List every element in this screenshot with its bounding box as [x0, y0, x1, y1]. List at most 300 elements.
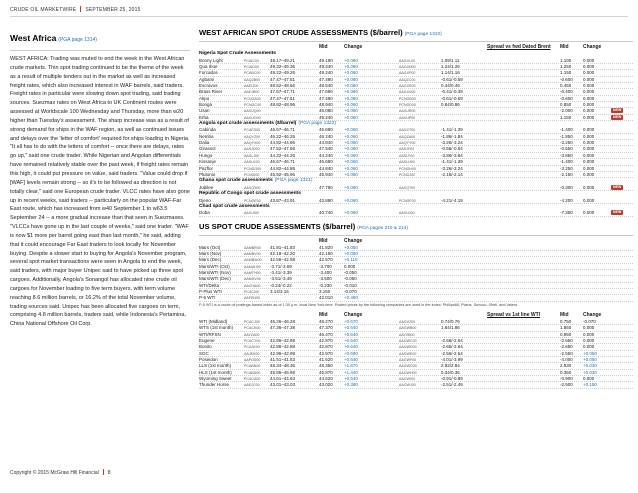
- cell-mid: 42.870: [319, 337, 333, 343]
- cell-chg: +0.110: [344, 257, 358, 263]
- cell-smid: 1.100: [560, 57, 572, 63]
- cell-name: SGC: [199, 350, 209, 356]
- cell-code2: AAXUP00: [399, 115, 416, 120]
- cell-code: AAYZA00: [244, 332, 260, 337]
- cell-code2: AAXQT00: [399, 185, 416, 190]
- cell-code: AAQYZ00: [244, 134, 261, 139]
- cell-schg: 0.000: [583, 337, 595, 343]
- us-rows-1: [199, 245, 633, 302]
- article-pga-link[interactable]: (PGA page 1314): [58, 37, 97, 43]
- new-badge: NEW: [613, 184, 622, 189]
- header-rule: [10, 16, 628, 17]
- cell-smid: -1.400: [560, 159, 573, 165]
- chad-group-label: Chad spot crude assessments: [199, 203, 270, 209]
- cell-name: Pazflor: [199, 165, 214, 171]
- cell-code: AAJEK00: [244, 351, 260, 356]
- cell-code: AAPDD00: [244, 357, 261, 362]
- cell-code2: AASLF00: [399, 153, 415, 158]
- cell-mid: 49.240: [319, 114, 333, 120]
- publication-date: SEPTEMBER 25, 2015: [85, 7, 141, 13]
- cell-smid: -4.200: [560, 197, 573, 203]
- cell-spread: -4.01/-3.99: [441, 356, 463, 362]
- cell-range: 45.92–45.96: [270, 171, 296, 177]
- cell-name: Bonga: [199, 101, 213, 107]
- cell-schg: 0.000: [583, 95, 595, 101]
- cell-range: 46.22–46.26: [270, 133, 296, 139]
- cell-smid: 0.850: [560, 101, 572, 107]
- cell-range: 47.52–47.56: [270, 146, 296, 152]
- cell-name: Qua Iboe: [199, 63, 218, 69]
- cell-chg: +0.060: [344, 165, 358, 171]
- cell-name: Kissanje: [199, 159, 217, 165]
- waf-col-mid-2: Mid: [560, 44, 569, 50]
- cell-range: -0.24/-0.22: [270, 282, 292, 288]
- cell-name: Agbami: [199, 76, 215, 82]
- cell-chg: +0.670: [344, 318, 358, 324]
- cell-smid: -2.150: [560, 171, 573, 177]
- cell-smid: 0.350: [560, 369, 572, 375]
- cell-schg: 0.000: [583, 89, 595, 95]
- cell-range: 49.17–49.21: [270, 57, 296, 63]
- tables-column: [199, 28, 633, 389]
- cell-mid: -3.700: [319, 263, 332, 269]
- cell-code: AAEIZ00: [244, 83, 259, 88]
- cell-mid: 3.150: [319, 289, 331, 295]
- cell-range: 47.47–47.51: [270, 76, 296, 82]
- cell-schg: 0.000: [583, 197, 595, 203]
- cell-schg: 0.000: [583, 63, 595, 69]
- cell-chg: +0.060: [344, 101, 358, 107]
- cell-range: 48.52–48.56: [270, 82, 296, 88]
- cell-code: AAXUQ00: [244, 109, 261, 114]
- cell-range: 42.86–42.88: [270, 337, 296, 343]
- article-heading: [10, 28, 190, 46]
- cell-schg: +0.030: [583, 363, 597, 369]
- cell-name: Dalia: [199, 140, 210, 146]
- cell-name: Nemba: [199, 133, 214, 139]
- cell-mid: 45.870: [319, 369, 333, 375]
- cell-spread: -2.51/-2.49: [441, 382, 463, 388]
- cell-name: Mars (Dec): [199, 257, 222, 263]
- cell-mid: 47.540: [319, 146, 333, 152]
- cell-code2: PCNGD00: [399, 102, 416, 107]
- cell-mid: 41.520: [319, 356, 333, 362]
- cell-chg: +1.440: [344, 369, 358, 375]
- cell-mid: 47.370: [319, 325, 333, 331]
- cell-code: AAMHV00: [244, 277, 261, 282]
- cell-schg: 0.000: [583, 325, 595, 331]
- cell-spread: -2.66/-2.64: [441, 344, 463, 350]
- cell-smid: 1.150: [560, 114, 572, 120]
- cell-code2: AAXUR00: [399, 109, 416, 114]
- cell-range: 46.67–46.71: [270, 127, 296, 133]
- cell-smid: -1.400: [560, 127, 573, 133]
- cell-mid: 46.470: [319, 331, 333, 337]
- cell-mid: 47.490: [319, 76, 333, 82]
- cell-code2: AAGWE00: [399, 351, 417, 356]
- cell-chg: +0.060: [344, 171, 358, 177]
- cell-code: AAEJC00: [244, 383, 260, 388]
- cell-spread: -2.16/-2.14: [441, 171, 463, 177]
- cell-code: AASJD00: [244, 147, 260, 152]
- cell-smid: -0.550: [560, 146, 573, 152]
- cell-code: AAFEN00: [244, 296, 260, 301]
- angola-pga-link[interactable]: (PGA page 1322): [298, 120, 337, 126]
- cell-code: AAMBR00: [244, 245, 261, 250]
- cell-spread: 1.14/1.16: [441, 70, 460, 76]
- cell-smid: 0.950: [560, 331, 572, 337]
- cell-spread: -2.56/-2.54: [441, 350, 463, 356]
- cell-code: AAXQS00: [244, 185, 261, 190]
- cell-mid: 42.970: [319, 350, 333, 356]
- cell-smid: 0.750: [560, 318, 572, 324]
- cell-schg: -0.070: [583, 318, 596, 324]
- cell-spread: -0.41/-0.39: [441, 89, 463, 95]
- cell-chg: +0.060: [344, 133, 358, 139]
- cell-name: Usan: [199, 108, 210, 114]
- cell-range: 42.56–42.58: [270, 257, 296, 263]
- cell-smid: -0.900: [560, 375, 573, 381]
- cell-range: 47.36–47.38: [270, 325, 296, 331]
- cell-schg: 0.000: [583, 146, 595, 152]
- cell-chg: +0.060: [344, 95, 358, 101]
- angola-label-text: Angola spot crude assessments ($/barrel): [199, 120, 297, 126]
- cell-code2: AAGXL00: [399, 58, 415, 63]
- cell-mid: 46.080: [319, 108, 333, 114]
- cell-name: WTI/Delta: [199, 282, 220, 288]
- us-column-headers-1: [199, 237, 633, 245]
- cell-spread: 0.74/0.76: [441, 318, 460, 324]
- cell-smid: -2.550: [560, 350, 573, 356]
- cell-code2: AAQYY00: [399, 141, 416, 146]
- cell-code2: PCNGH00: [399, 166, 416, 171]
- cell-name: Girassol: [199, 146, 216, 152]
- cell-code2: AAGXP00: [399, 71, 416, 76]
- cell-code: AAQYX00: [244, 141, 261, 146]
- cell-code: PCACY00: [244, 338, 261, 343]
- cell-code: PCABN00: [244, 364, 261, 369]
- cell-range: 41.51–41.53: [270, 356, 296, 362]
- cell-name: Forcados: [199, 70, 218, 76]
- cell-schg: 0.000: [583, 375, 595, 381]
- running-header: [10, 6, 141, 13]
- cell-mid: 49.340: [319, 63, 333, 69]
- cell-smid: -2.650: [560, 337, 573, 343]
- cell-chg: +0.060: [344, 210, 358, 216]
- cell-smid: -2.500: [560, 382, 573, 388]
- cell-code: PCABD00: [244, 370, 261, 375]
- cell-spread: 1.84/1.86: [441, 325, 460, 331]
- cell-schg: 0.000: [583, 171, 595, 177]
- us-pga-link[interactable]: (PGA pages 210 & 214): [357, 225, 408, 231]
- cell-mid: 42.010: [319, 295, 333, 301]
- cell-code2: AAGVZ00: [399, 319, 416, 324]
- cell-mid: -3.500: [319, 276, 332, 282]
- cell-schg: 0.000: [583, 344, 595, 350]
- cell-name: Bonny Light: [199, 57, 223, 63]
- cell-smid: 1.850: [560, 325, 572, 331]
- cell-code: PCAJK00: [244, 345, 260, 350]
- cell-range: 44.82–44.86: [270, 140, 296, 146]
- cell-code: AAMBV00: [244, 252, 261, 257]
- cell-code: AAXUO00: [244, 115, 261, 120]
- cell-smid: -2.000: [560, 108, 573, 114]
- cell-mid: 48.350: [319, 363, 333, 369]
- cell-name: Cabinda: [199, 127, 216, 133]
- cell-schg: 0.000: [583, 165, 595, 171]
- cell-schg: +0.050: [583, 356, 597, 362]
- waf-title-text: WEST AFRICAN SPOT CRUDE ASSESSMENTS ($/barrel): [199, 28, 403, 37]
- cell-spread: -1.41/-1.39: [441, 159, 463, 165]
- cell-chg: +0.060: [344, 197, 358, 203]
- cell-mid: 40.740: [319, 210, 333, 216]
- us-col-change-2: Change: [344, 311, 363, 318]
- cell-spread: -0.91/-0.89: [441, 375, 463, 381]
- cell-chg: +0.060: [344, 57, 358, 63]
- cell-code: PCACA00: [244, 376, 261, 381]
- cell-range: 48.92–48.96: [270, 101, 296, 107]
- cell-smid: 0.450: [560, 82, 572, 88]
- cell-code: PCACI00: [244, 290, 259, 295]
- cell-mid: 41.820: [319, 244, 333, 250]
- cell-code2: AASJF00: [399, 147, 415, 152]
- cell-schg: 0.000: [583, 114, 595, 120]
- cell-chg: +0.060: [344, 108, 358, 114]
- cell-code: AASLK00: [244, 160, 260, 165]
- cell-spread: -0.61/-0.59: [441, 95, 463, 101]
- cell-name: WTI/RFSN: [199, 331, 221, 337]
- cell-spread: 2.82/2.84: [441, 363, 460, 369]
- cell-schg: 0.000: [583, 57, 595, 63]
- cell-mid: 43.890: [319, 197, 333, 203]
- cell-smid: 1.150: [560, 70, 572, 76]
- cell-range: 42.96–42.98: [270, 350, 296, 356]
- cell-name: Bonito: [199, 344, 212, 350]
- cell-smid: -0.300: [560, 184, 573, 190]
- ghana-label-text: Ghana spot crude assessments: [199, 178, 273, 184]
- cell-schg: 0.000: [583, 152, 595, 158]
- cell-range: 42.18–42.20: [270, 251, 296, 257]
- ghana-pga-link[interactable]: (PGA page 1321): [274, 178, 313, 184]
- cell-code2: AAXUJ00: [399, 211, 415, 216]
- cell-code2: PCNGF00: [399, 198, 416, 203]
- cell-name: Wyoming Sweet: [199, 375, 232, 381]
- waf-col-change: Change: [344, 44, 363, 50]
- cell-code2: AAQZC00: [399, 77, 416, 82]
- cell-mid: 48.940: [319, 101, 333, 107]
- cell-schg: 0.000: [583, 133, 595, 139]
- cell-chg: -0.050: [344, 276, 357, 282]
- cell-chg: +0.060: [344, 70, 358, 76]
- cell-spread: -0.61/-0.59: [441, 76, 463, 82]
- cell-mid: -0.230: [319, 282, 332, 288]
- cell-chg: +0.640: [344, 356, 358, 362]
- us-col-change-3: Change: [583, 311, 602, 318]
- cell-schg: +0.050: [583, 350, 597, 356]
- cell-mid: 47.790: [319, 184, 333, 190]
- cell-name: Djeno: [199, 197, 211, 203]
- cell-smid: 1.250: [560, 63, 572, 69]
- new-badge: NEW: [613, 210, 622, 215]
- header-divider: [80, 6, 81, 12]
- cell-mid: 46.270: [319, 318, 333, 324]
- waf-col-change-2: Change: [583, 44, 602, 50]
- cell-mid: 49.240: [319, 70, 333, 76]
- cell-mid: 42.190: [319, 251, 333, 257]
- cell-name: Poseidon: [199, 356, 218, 362]
- cell-smid: -4.000: [560, 356, 573, 362]
- cell-chg: +0.640: [344, 325, 358, 331]
- cell-smid: -7.350: [560, 210, 573, 216]
- cell-code: PCNGA00: [244, 96, 261, 101]
- cell-schg: 0.000: [583, 70, 595, 76]
- cell-code2: AAGWF00: [399, 357, 417, 362]
- waf-table-title: [199, 28, 633, 40]
- waf-pga-link[interactable]: (PGA page 1310): [404, 32, 442, 37]
- cell-code2: AAQZA00: [399, 134, 416, 139]
- us-col-change: Change: [344, 237, 363, 244]
- cell-code: AAMTH00: [244, 271, 261, 276]
- cell-smid: -0.600: [560, 76, 573, 82]
- cell-mid: 47.490: [319, 95, 333, 101]
- cell-range: -3.41/-3.39: [270, 270, 292, 276]
- cell-schg: 0.000: [583, 108, 595, 114]
- cell-mid: 46.690: [319, 127, 333, 133]
- cell-range: 45.86–45.88: [270, 369, 296, 375]
- cell-smid: -1.850: [560, 133, 573, 139]
- cell-chg: -0.070: [344, 289, 357, 295]
- cell-chg: -0.010: [344, 282, 357, 288]
- cell-mid: 45.940: [319, 171, 333, 177]
- cell-code2: AAGWH00: [399, 370, 417, 375]
- cell-code: PCACJ00: [244, 319, 260, 324]
- angola-rows: [199, 127, 633, 178]
- cell-range: 43.87–43.91: [270, 197, 296, 203]
- cell-smid: -3.850: [560, 152, 573, 158]
- table-row: [199, 382, 633, 388]
- cell-chg: +0.050: [344, 244, 358, 250]
- us-rows-2: [199, 319, 633, 389]
- cell-schg: 0.000: [583, 127, 595, 133]
- cell-mid: 47.690: [319, 89, 333, 95]
- cell-code2: AAGWC00: [399, 338, 417, 343]
- nigeria-rows: [199, 58, 633, 121]
- cell-chg: 0.000: [344, 263, 356, 269]
- cell-chg: +0.060: [344, 114, 358, 120]
- us-col-mid: Mid: [319, 237, 328, 244]
- cell-spread: 0.34/0.36: [441, 369, 460, 375]
- cell-name: P-5 WTI: [199, 295, 216, 301]
- cell-chg: +0.690: [344, 350, 358, 356]
- cell-code: AAMAH00: [244, 264, 261, 269]
- cell-code: AAQZB00: [244, 77, 261, 82]
- footer-divider: [103, 469, 104, 475]
- cell-name: Akpo: [199, 95, 210, 101]
- cell-chg: +0.060: [344, 146, 358, 152]
- cell-chg: +0.480: [344, 295, 358, 301]
- cell-range: 47.67–47.71: [270, 89, 296, 95]
- cell-smid: -3.250: [560, 140, 573, 146]
- cell-name: Mars/WTI (Nov): [199, 270, 231, 276]
- cell-code2: AAGXR00: [399, 83, 416, 88]
- waf-col-spread: Spread vs fwd Dated Brent: [487, 44, 551, 50]
- cell-schg: 0.000: [583, 140, 595, 146]
- cell-name: WTS (1st month): [199, 325, 234, 331]
- cell-chg: +0.060: [344, 140, 358, 146]
- cell-range: -3.71/-3.69: [270, 263, 292, 269]
- cell-mid: 46.690: [319, 159, 333, 165]
- article-title: West Africa: [10, 33, 57, 43]
- cell-schg: +0.030: [583, 369, 597, 375]
- cell-chg: -0.050: [344, 270, 357, 276]
- cell-name: Jubilee: [199, 184, 214, 190]
- cell-chg: +0.640: [344, 337, 358, 343]
- cell-schg: 0.000: [583, 82, 595, 88]
- waf-column-headers: [199, 43, 633, 51]
- cell-name: HLS (1st month): [199, 369, 232, 375]
- cell-mid: 44.840: [319, 140, 333, 146]
- cell-code2: AAGWB00: [399, 326, 417, 331]
- cell-name: Hungo: [199, 152, 213, 158]
- cell-chg: +0.060: [344, 127, 358, 133]
- cell-name: Mars (Oct): [199, 244, 221, 250]
- cell-chg: +0.640: [344, 344, 358, 350]
- cell-code2: AAGWG00: [399, 364, 417, 369]
- cell-mid: 46.240: [319, 133, 333, 139]
- p5-note: P-5 WTI is a crude oil postings-based index as of 1:30 p.m. local New York time. Posted prices by the following companies are used in the index: Phillips66, Plains, Sunoco, Shell, and Valero.: [199, 302, 519, 307]
- cell-code: PCNGE00: [244, 198, 261, 203]
- cell-code2: AAGXV00: [399, 90, 416, 95]
- cell-chg: +0.050: [344, 251, 358, 257]
- cell-smid: -3.250: [560, 165, 573, 171]
- cell-mid: 49.190: [319, 57, 333, 63]
- cell-chg: +0.380: [344, 382, 358, 388]
- cell-mid: 42.570: [319, 257, 333, 263]
- cell-code: PCACK00: [244, 326, 261, 331]
- cell-range: 48.34–48.36: [270, 363, 296, 369]
- copyright-notice: Copyright © 2015 McGraw Hill Financial: [10, 470, 99, 476]
- cell-code2: AAGWI00: [399, 376, 415, 381]
- cell-mid: 48.540: [319, 82, 333, 88]
- cell-code: PCAID00: [244, 64, 259, 69]
- page-number: 8: [107, 470, 111, 476]
- cell-code2: AASLH00: [399, 160, 415, 165]
- table-row: [199, 295, 633, 301]
- cell-chg: +0.060: [344, 159, 358, 165]
- cell-code: AACHA00: [244, 283, 261, 288]
- cell-spread: 0.44/0.46: [441, 82, 460, 88]
- us-table-title: [199, 222, 633, 234]
- cell-range: 47.47–47.51: [270, 95, 296, 101]
- waf-col-mid: Mid: [319, 44, 328, 50]
- cell-code2: AAGWJ00: [399, 383, 416, 388]
- new-badge: NEW: [613, 108, 622, 113]
- cell-code2: AAYZB00: [399, 332, 415, 337]
- cell-name: Doba: [199, 210, 210, 216]
- cell-name: Mars (Nov): [199, 251, 222, 257]
- cell-smid: -0.400: [560, 89, 573, 95]
- cell-mid: 44.840: [319, 165, 333, 171]
- cell-range: 42.86–42.88: [270, 344, 296, 350]
- cell-spread: 1.09/1.11: [441, 57, 460, 63]
- cell-spread: -4.21/-4.19: [441, 197, 463, 203]
- cell-name: Brass River: [199, 89, 223, 95]
- us-col-spread: Spread vs 1st line WTI: [487, 311, 541, 318]
- cell-spread: -3.26/-3.24: [441, 165, 463, 171]
- cell-name: WTI (Midland): [199, 318, 228, 324]
- cell-mid: 44.240: [319, 152, 333, 158]
- cell-code: AASLJ00: [244, 153, 259, 158]
